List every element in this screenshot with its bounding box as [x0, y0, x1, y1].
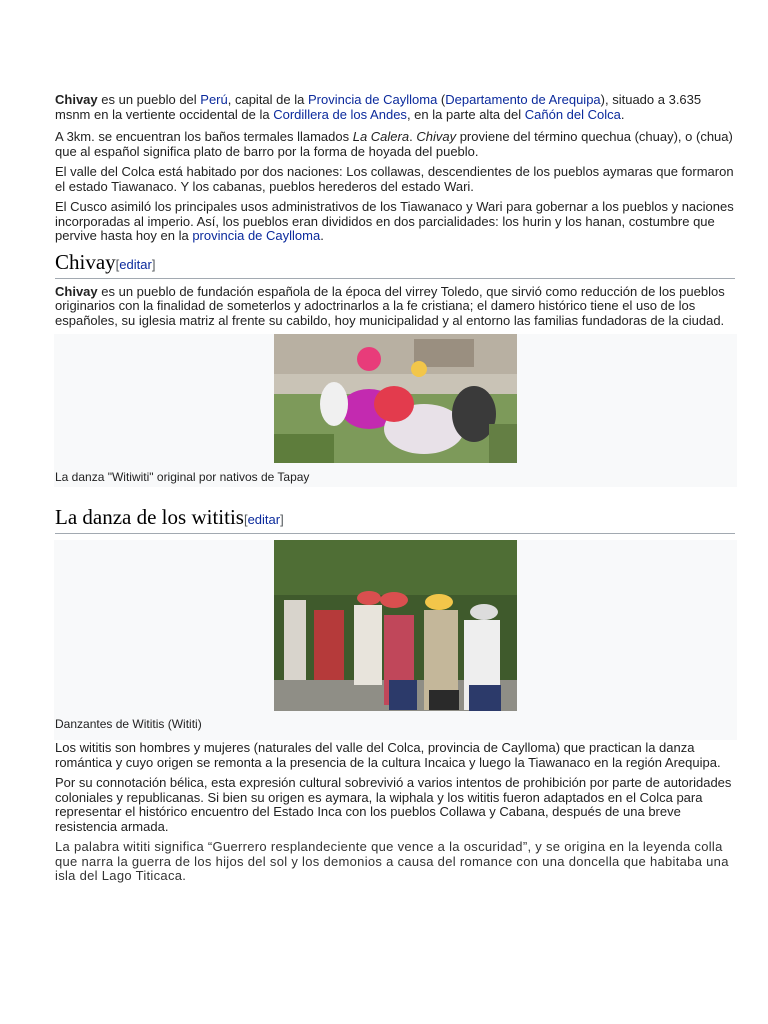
figure-witiwiti: [54, 334, 737, 487]
figure-caption: La danza "Witiwiti" original por nativos de Tapay: [55, 470, 310, 484]
figure-caption: Danzantes de Wititis (Wititi): [55, 717, 202, 731]
section2-paragraph-2: Por su connotación bélica, esta expresión cultural sobrevivió a varios intentos de prohibición por parte de autoridades coloniales y republicanas. Si bien su origen es aymara, la wiphala y los wititis fueron adaptados en el Colca para representar el histórico encuentro del Estado Inca con los pueblos Collawa y Cabana, después de una breve resistencia armada.: [55, 775, 732, 834]
edit-section: [244, 512, 284, 527]
text: A 3km. se encuentran los baños termales llamados: [55, 129, 353, 144]
italic-term: La Calera: [352, 129, 410, 144]
section2-paragraph-3: La palabra wititi significa “Guerrero resplandeciente que vence a la oscuridad”, y se origina en la leyenda colla que narra la guerra de los hijos del sol y los demonios a causa del romance con una doncella que habitaba una isla del Lago Titicaca.: [55, 839, 729, 883]
section1-paragraph: [55, 285, 735, 329]
bracket: ]: [151, 256, 156, 272]
link-provincia-caylloma-2[interactable]: provincia de Caylloma: [192, 228, 321, 243]
text: , capital de la: [227, 92, 308, 107]
text: es un pueblo del: [97, 92, 201, 107]
bracket: ]: [280, 512, 284, 527]
section-heading-chivay: [55, 250, 735, 279]
section2-paragraph-1: Los wititis son hombres y mujeres (naturales del valle del Colca, provincia de Caylloma) que practican la danza romántica y cuyo origen se remonta a la presencia de la cultura Incaica y luego la Tiawanaco en la región Arequipa.: [55, 740, 721, 770]
text: .: [409, 129, 417, 144]
edit-link[interactable]: editar: [247, 512, 281, 527]
bold-term: Chivay: [55, 92, 98, 107]
heading-text: La danza de los wititis: [55, 505, 244, 529]
link-canon-colca[interactable]: Cañón del Colca: [524, 106, 621, 122]
text: El Cusco asimiló los principales usos administrativos de los Tiawanaco y Wari para gobernar a los pueblos y naciones incorporadas al imperio. Así, los pueblos eran divididos en dos parcialidades: los hurin y los hanan, costumbre que pervive hasta hoy en la: [55, 199, 734, 243]
edit-section: [116, 257, 156, 272]
intro-paragraph-4: [55, 200, 735, 244]
section-heading-wititis: [55, 505, 735, 534]
intro-paragraph-1: [55, 93, 735, 122]
link-peru[interactable]: Perú: [200, 92, 228, 107]
article-body: [55, 93, 735, 890]
heading-text: Chivay: [55, 249, 116, 274]
text: es un pueblo de fundación española de la época del virrey Toledo, que sirvió como reducción de los pueblos originarios con la finalidad de someterlos y adoctrinarlos a la fe cristiana; el damero histórico tiene el uso de los españoles, su iglesia matriz al frente su cabildo, hoy municipalidad y al entorno las familias fundadoras de la ciudad.: [55, 283, 725, 328]
text: , en la parte alta del: [406, 106, 525, 122]
bracket: [: [115, 256, 120, 272]
italic-term: Chivay: [416, 129, 457, 144]
bracket: [: [243, 512, 248, 527]
photo-dancers-tapay[interactable]: [274, 334, 517, 463]
image-frame: [54, 334, 737, 463]
link-departamento-arequipa[interactable]: Departamento de Arequipa: [445, 92, 601, 107]
photo-wititis-dancers[interactable]: [274, 540, 517, 711]
image-frame: [54, 540, 737, 711]
link-provincia-caylloma[interactable]: Provincia de Caylloma: [307, 92, 438, 107]
text: .: [320, 228, 324, 243]
bold-term: Chivay: [55, 283, 98, 299]
text: ), situado a 3.635 msnm en la vertiente occidental de la: [55, 92, 702, 122]
text: (: [437, 92, 446, 107]
text: proviene del término quechua (chuay), o (chua) que al español significa plato de barro por la forma de hoyada del pueblo.: [55, 129, 733, 159]
edit-link[interactable]: editar: [119, 256, 152, 272]
figure-wititis: [54, 540, 737, 740]
intro-paragraph-2: [55, 130, 735, 159]
text: .: [620, 106, 625, 122]
link-cordillera-andes[interactable]: Cordillera de los Andes: [273, 106, 407, 122]
intro-paragraph-3: El valle del Colca está habitado por dos naciones: Los collawas, descendientes de los pueblos aymaras que formaron el estado Tiawanaco. Y los cabanas, pueblos herederos del estado Wari.: [55, 164, 734, 194]
